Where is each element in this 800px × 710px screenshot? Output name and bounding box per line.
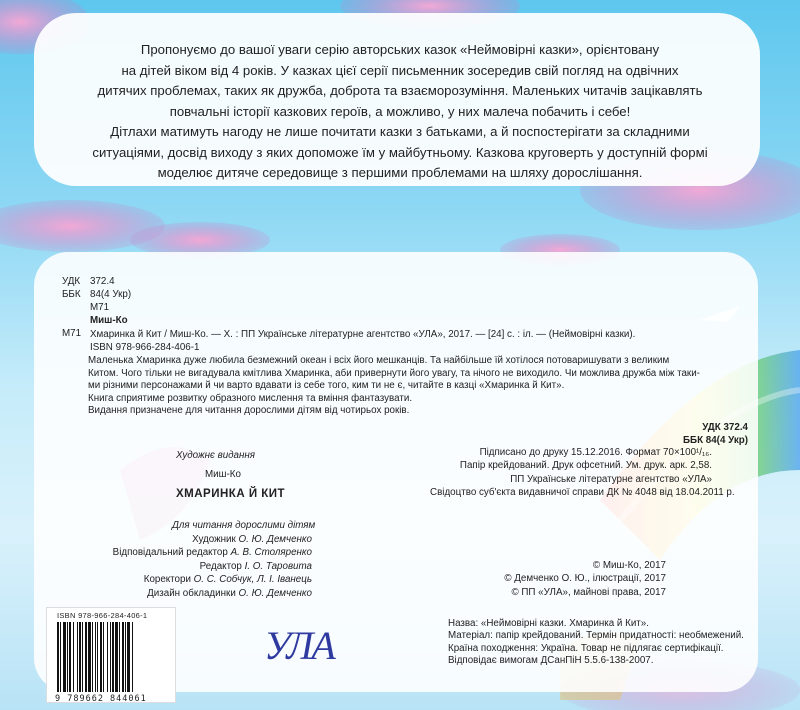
barcode-bar [82,622,83,692]
barcode-bar [77,622,78,692]
print-line: Свідоцтво суб'єкта видавничої справи ДК № 4048 від 18.04.2011 р. [430,487,735,499]
series-description [70,40,730,184]
udk-label: УДК [62,276,81,287]
credit-name: А. В. Столяренко [230,547,312,559]
product-line: Відповідає вимогам ДСанПіН 5.5.6-138-2007. [448,655,654,667]
barcode-bar [112,622,114,692]
product-line: Назва: «Неймовірні казки. Хмаринка й Кит». [448,618,649,629]
author-heading: Миш-Ко [90,315,128,326]
barcode-bar [60,622,61,692]
bbk-label: ББК [62,289,81,300]
credit-name: О. С. Собчук, Л. І. Іванець [193,574,312,586]
credit-name: О. Ю. Демченко [238,587,312,599]
description-line: ми різними персонажами й чи варто вдавати із себе тогo, ким ти не є, читайте в казці «Хмаринка й Кит». [88,380,565,392]
logo-text: УЛА [264,623,334,668]
intro-line: Пропонуємо до вашої уваги серію авторських казок «Неймовірні казки», орієнтовану [140,42,660,57]
credit-role: Редактор [199,560,242,572]
bibliographic-line: Хмаринка й Кит / Миш-Ко. — Х. : ПП Українське літературне агентство «УЛА», 2017. — [24] с. : іл. — (Неймовірні казки). [90,329,636,340]
barcode-bar [69,622,71,692]
barcode-bar [127,622,130,692]
product-line: Країна походження: Україна. Товар не підлягає сертифікації. [448,642,724,654]
barcode-digits: 9 789662 844061 [55,694,147,704]
barcode-bar [119,622,120,692]
genre: Художнє видання [176,450,256,461]
barcode-bar [100,622,102,692]
credit-role: Художник [192,534,236,545]
barcode-bar [132,622,133,692]
barcode-bar [95,622,96,692]
product-line: Матеріал: папір крейдований. Термін придатності: необмежений. [448,630,744,642]
copyright-line: © Демченко О. Ю., ілюстрації, 2017 [504,573,666,585]
credit-role: Відповідальний редактор [112,547,228,559]
copyright [470,559,666,599]
imprint-author: Миш-Ко [205,469,241,480]
intro-line: Дітлахи матимуть нагоду не лише почитати казки з батьками, а й поспостерігати за складними [110,124,690,139]
barcode [46,607,176,703]
barcode-bar [88,622,91,692]
catalog-code: М71 [90,302,110,313]
bbk-value: 84(4 Укр) [90,289,132,300]
bbk-right: ББК 84(4 Укр) [683,435,748,446]
udk-value: 372.4 [90,276,115,287]
barcode-bar [103,622,104,692]
udk-right: УДК 372.4 [702,422,748,433]
credit-name: О. Ю. Демченко [238,534,312,545]
credit-row [96,573,312,586]
credit-row [96,546,312,559]
credit-row [96,560,312,573]
credit-row [96,587,312,600]
copyright-line: © ПП «УЛА», майнові права, 2017 [511,586,666,598]
copyright-line: © Миш-Ко, 2017 [592,560,666,571]
intro-line: повчальні історії казкових героїв, а можливо, у них малеча побачить і себе! [169,103,631,119]
description-line: Маленька Хмаринка дуже любила безмежний океан і всіх його мешканців. Та найбільше їй хотілося потоваришувати з великим [88,355,670,366]
credit-role: Дизайн обкладинки [147,587,236,599]
isbn-line: ISBN 978-966-284-406-1 [90,342,200,353]
credit-name: І. О. Таровита [244,560,312,572]
print-line: Папір крейдований. Друк офсетний. Ум. друк. арк. 2,58. [459,460,712,472]
credit-row [96,533,312,546]
barcode-bar [85,622,87,692]
barcode-bar [67,622,68,692]
book-description [88,355,748,418]
description-line: Китом. Чого тільки не вигадувала кмітлива Хмаринка, аби привернути його увагу, та нічого не виходило. Чи можлива дружба між таки- [88,367,700,379]
barcode-bar [73,622,74,692]
barcode-bar [63,622,66,692]
barcode-bar [92,622,93,692]
barcode-bars [57,622,165,692]
intro-line: дитячих проблемах, таких як дружба, доброта та взаєморозуміння. Маленьких читачів зацікавлять [97,83,703,98]
intro-line: моделює дитяче середовище з першими проблемами на шляху дорослішання. [157,165,643,180]
barcode-bar [110,622,111,692]
barcode-isbn: ISBN 978-966-284-406-1 [57,611,148,620]
barcode-bar [79,622,81,692]
m71-label: М71 [62,328,82,339]
barcode-bar [57,622,59,692]
publisher-logo [260,616,332,676]
description-line: Книга сприятиме розвитку образного мислення та вміння фантазувати. [88,392,413,404]
print-line: Підписано до друку 15.12.2016. Формат 70×100¹/₁₆. [479,447,712,458]
intro-line: ситуаціями, досвід виходу з яких допоможе їм у майбутньому. Казкова круговерть у доступній формі [92,144,708,160]
intro-line: на дітей віком від 4 років. У казках цієї серії письменник зосередив свій погляд на одвічних [121,62,679,78]
barcode-bar [97,622,98,692]
product-info [448,618,744,668]
credits [96,533,312,600]
imprint-title: ХМАРИНКА Й КИТ [176,488,286,500]
print-line: ПП Українське літературне агентство «УЛА» [510,473,712,485]
description-line: Видання призначене для читання дорослими дітям від чотирьох років. [88,405,410,417]
barcode-bar [107,622,108,692]
barcode-bar [125,622,126,692]
audience: Для читання дорослими дітям [172,520,316,531]
credit-role: Коректори [143,574,191,586]
print-info [430,446,735,500]
barcode-bar [115,622,118,692]
barcode-bar [122,622,124,692]
